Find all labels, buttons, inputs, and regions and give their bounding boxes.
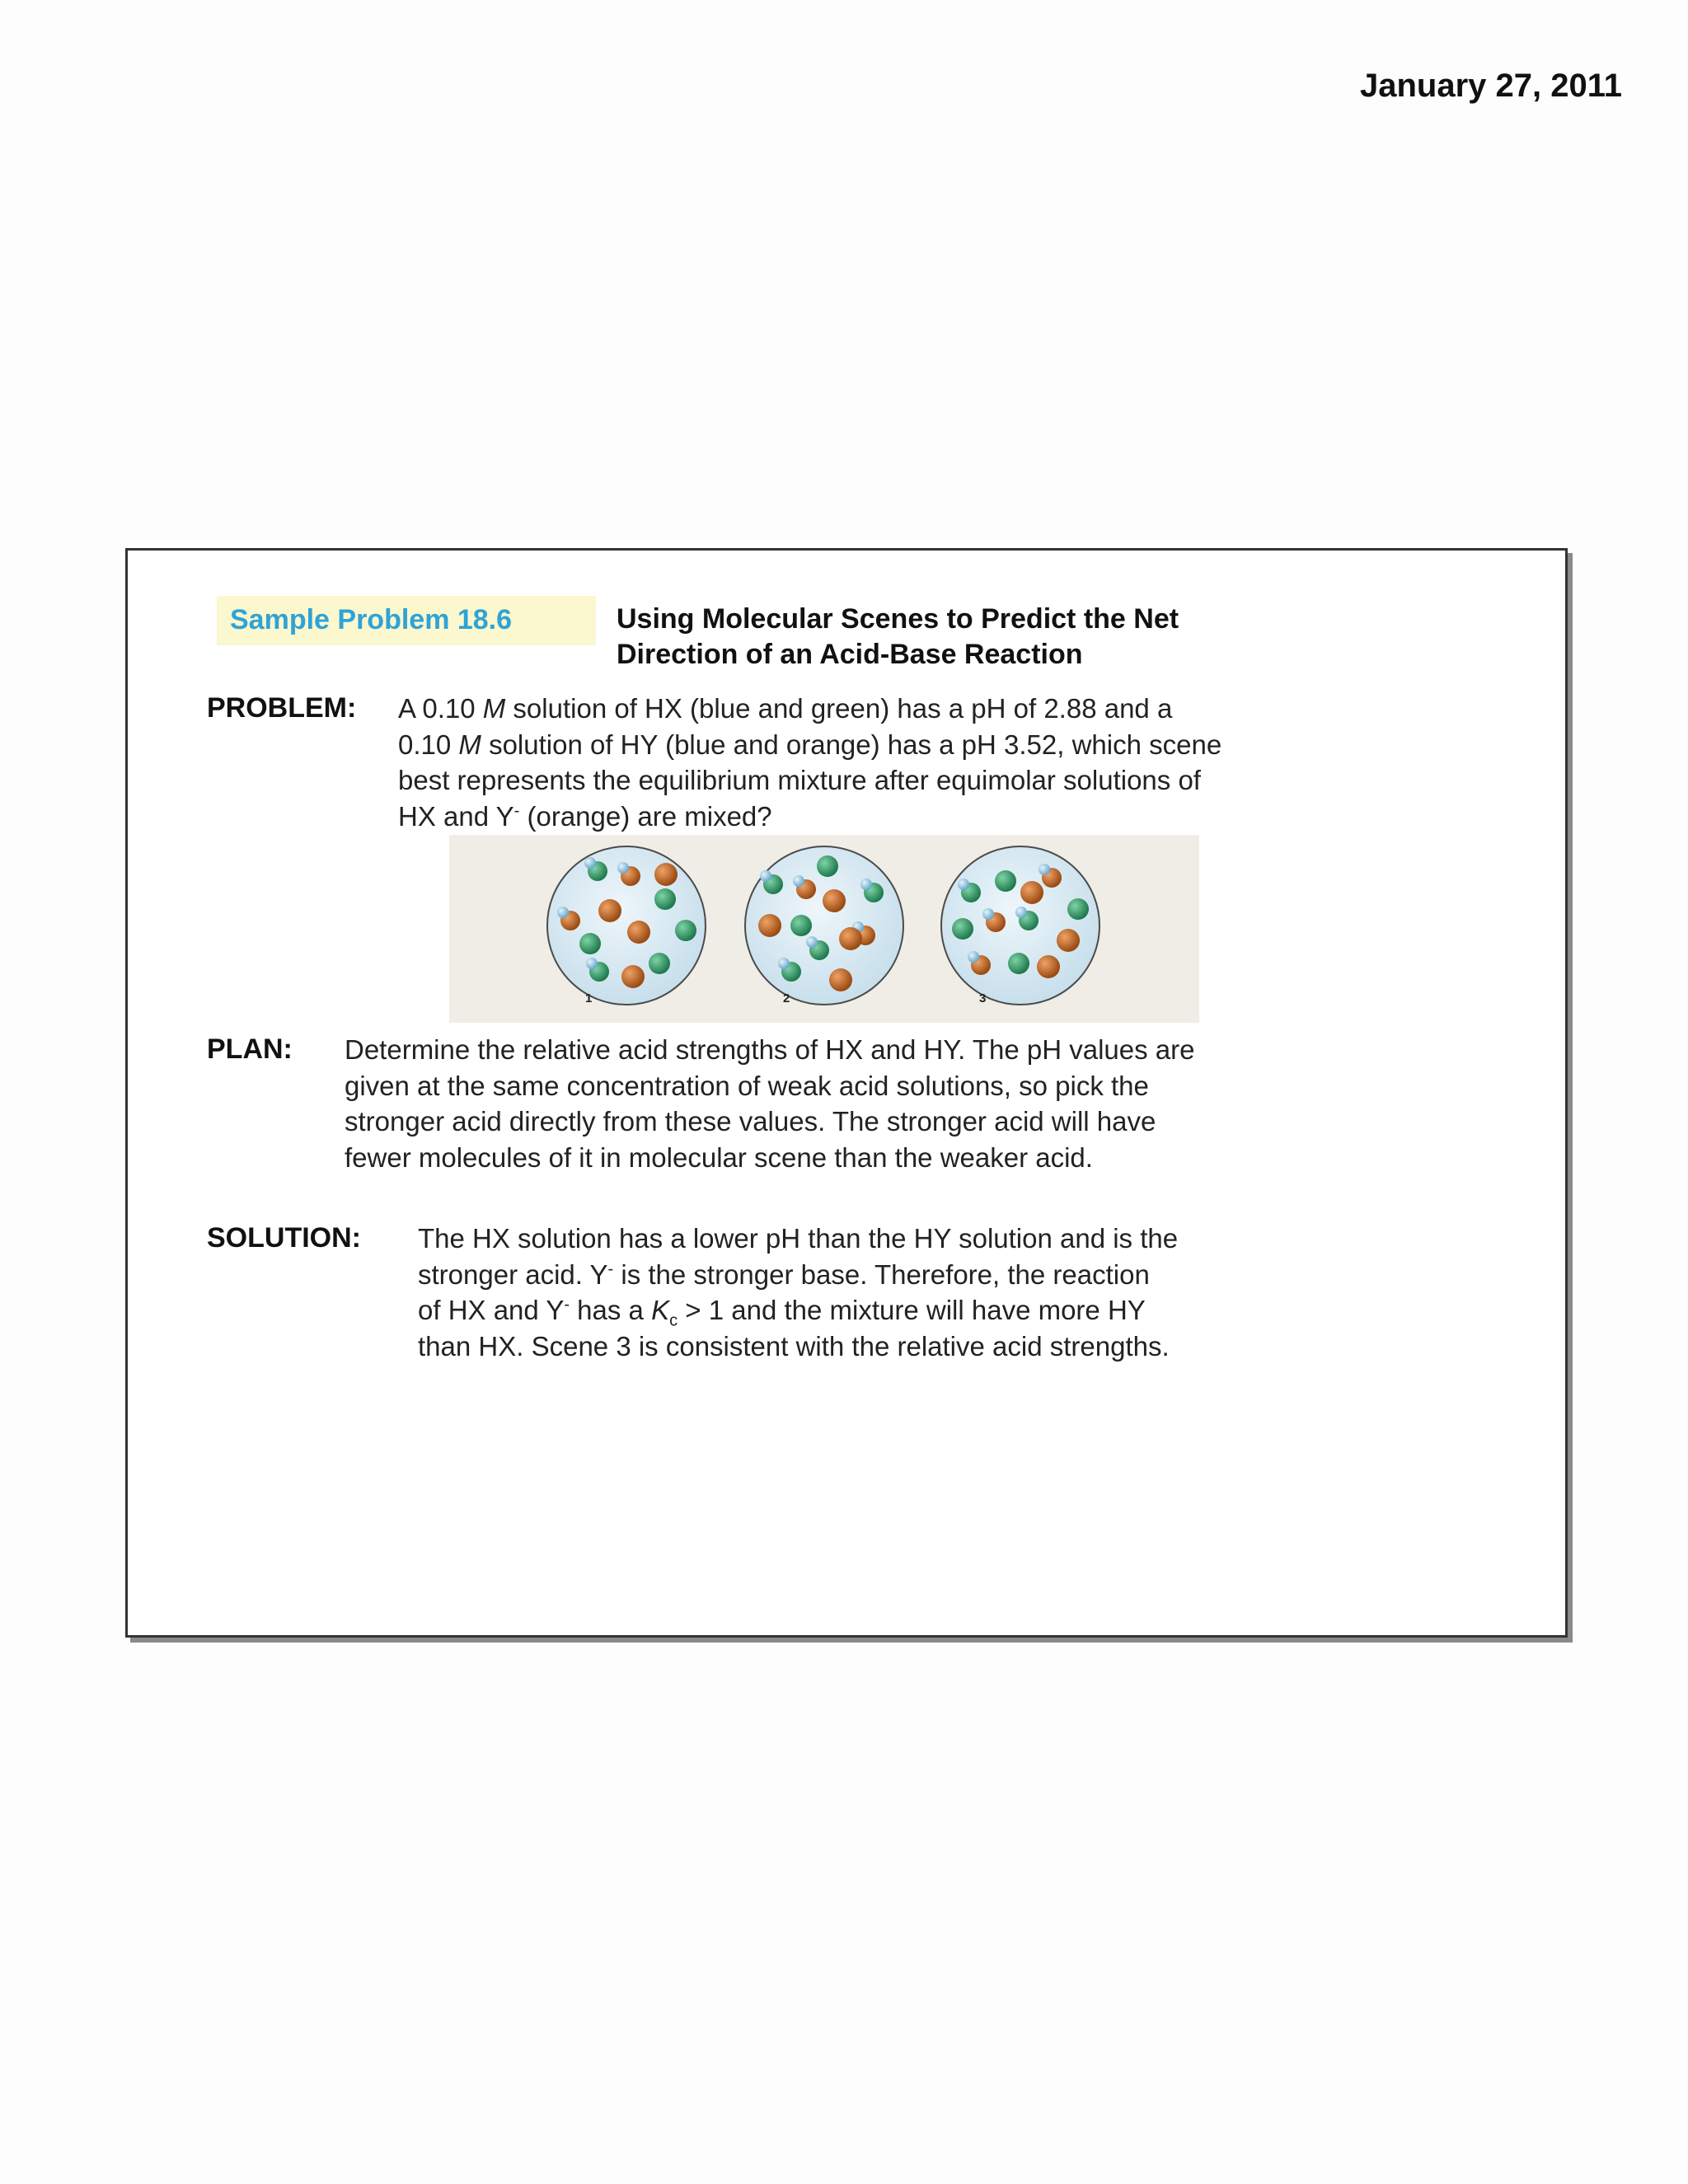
page-date: January 27, 2011 <box>1359 68 1622 104</box>
problem-line-2: 0.10 M solution of HY (blue and orange) has a pH 3.52, which scene <box>398 729 1222 760</box>
slide <box>128 551 1565 1635</box>
hydrogen-atom <box>617 862 629 874</box>
solution-text <box>418 1221 1178 1364</box>
orange-atom <box>654 863 678 886</box>
solution-line-4: than HX. Scene 3 is consistent with the relative acid strengths. <box>418 1330 1170 1361</box>
plan-line-1: Determine the relative acid strengths of HX and HY. The pH values are <box>345 1034 1195 1065</box>
orange-atom <box>1057 929 1080 952</box>
problem-line-3: best represents the equilibrium mixture after equimolar solutions of <box>398 765 1201 795</box>
orange-atom <box>839 927 862 950</box>
hydrogen-atom <box>806 936 818 948</box>
hydrogen-atom <box>982 908 994 920</box>
problem-text <box>398 691 1221 834</box>
sample-problem-label: Sample Problem 18.6 <box>230 604 513 635</box>
plan-line-4: fewer molecules of it in molecular scene than the weaker acid. <box>345 1141 1093 1173</box>
green-atom <box>1008 953 1029 974</box>
hydrogen-atom <box>968 951 979 963</box>
plan-line-2: given at the same concentration of weak acid solutions, so pick the <box>345 1070 1149 1101</box>
hydrogen-atom <box>793 875 804 887</box>
plan-label: PLAN: <box>207 1033 293 1065</box>
hydrogen-atom <box>778 958 790 969</box>
green-atom <box>675 920 696 941</box>
slide-frame <box>125 548 1568 1638</box>
scene-1-label: 1 <box>585 991 593 1005</box>
hydrogen-atom <box>860 879 872 890</box>
scene-3-label: 3 <box>979 991 987 1005</box>
plan-text <box>345 1032 1195 1175</box>
green-atom <box>1067 898 1089 920</box>
hydrogen-atom <box>958 879 969 890</box>
orange-atom <box>598 899 621 922</box>
green-atom <box>654 888 676 910</box>
green-atom <box>952 918 973 940</box>
hydrogen-atom <box>557 907 569 918</box>
green-atom <box>817 855 838 877</box>
orange-atom <box>621 965 645 988</box>
orange-atom <box>823 889 846 912</box>
solution-line-1: The HX solution has a lower pH than the HY solution and is the <box>418 1223 1179 1254</box>
orange-atom <box>627 921 650 944</box>
problem-line-4: HX and Y- (orange) are mixed? <box>398 800 772 832</box>
green-atom <box>995 870 1016 892</box>
hydrogen-atom <box>760 870 771 882</box>
molecular-scenes-figure <box>449 835 1199 1023</box>
slide-title <box>617 602 1358 673</box>
solution-label: SOLUTION: <box>207 1222 361 1254</box>
plan-line-3: stronger acid directly from these values. The stronger acid will have <box>345 1106 1156 1137</box>
problem-label: PROBLEM: <box>207 692 357 724</box>
orange-atom <box>829 968 852 991</box>
hydrogen-atom <box>1015 907 1027 918</box>
molecular-scenes-panel <box>449 835 1199 1023</box>
solution-line-3: of HX and Y- has a $K_c > 1$ and the mixture will have more HY <box>418 1295 1146 1330</box>
title-line-1: Using Molecular Scenes to Predict the Net <box>617 603 1179 635</box>
title-line-2: Direction of an Acid-Base Reaction <box>617 639 1083 670</box>
green-atom <box>649 953 670 974</box>
hydrogen-atom <box>586 958 598 969</box>
solution-line-2: stronger acid. Y- is the stronger base. Therefore, the reaction <box>418 1258 1150 1290</box>
sample-problem-badge <box>217 596 596 645</box>
hydrogen-atom <box>1039 864 1050 875</box>
green-atom <box>790 915 812 936</box>
hydrogen-atom <box>584 857 596 869</box>
problem-line-1: A 0.10 M solution of HX (blue and green) has a pH of 2.88 and a <box>398 693 1173 724</box>
green-atom <box>579 933 601 954</box>
scene-2-label: 2 <box>783 991 790 1005</box>
orange-atom <box>1020 881 1043 904</box>
orange-atom <box>1037 955 1060 978</box>
orange-atom <box>758 914 781 937</box>
